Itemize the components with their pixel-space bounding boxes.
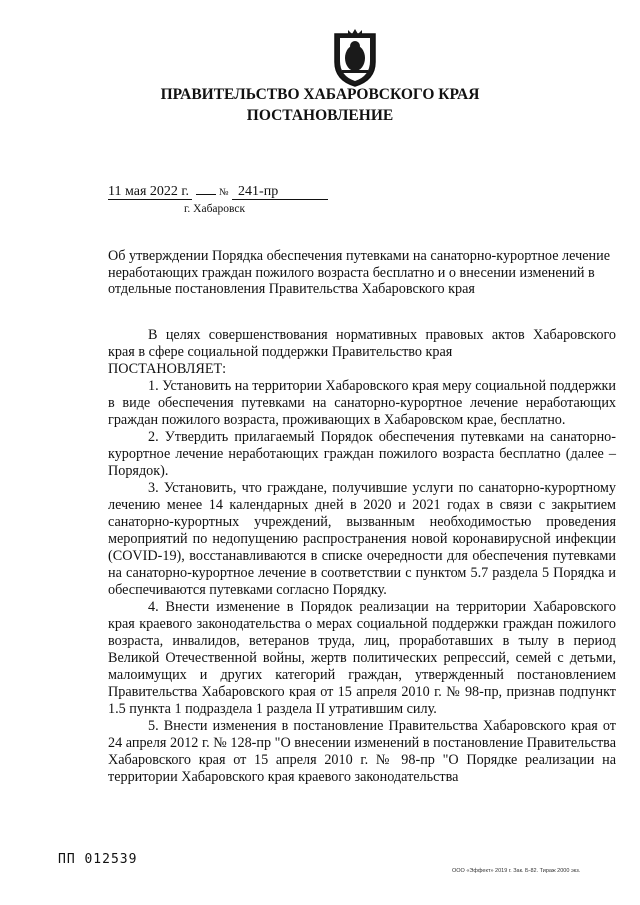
item-4-paragraph: 4. Внести изменение в Порядок реализации на территории Хабаровского края краевого законодательства о мерах социальной поддержки граждан пожилого возраста, инвалидов, ветеранов труда, лиц, проработавших в тылу в период Великой Отечественной войны, жертв политических репрессий, семей с детьми, малоимущих и других категорий граждан, утвержденный постановлением Правительства Хабаровского края от 15 апреля 2010 г. № 98-пр, признав подпункт 1.5 пункта 1 подраздела 1 раздела II утратившим силу. [108, 599, 616, 717]
item-5-paragraph: 5. Внести изменения в постановление Правительства Хабаровского края от 24 апреля 2012 г. № 128-пр "О внесении изменений в постановление Правительства Хабаровского края от 15 апреля 2010 г. № 98-пр "О Порядке реализации на территории Хабаровского края краевого законодательства [108, 718, 616, 785]
item-2-paragraph: 2. Утвердить прилагаемый Порядок обеспечения путевками на санаторно-курортное лечение неработающих граждан пожилого возраста бесплатно (далее – Порядок). [108, 429, 616, 479]
document-subject: Об утверждении Порядка обеспечения путевками на санаторно-курортное лечение неработающих граждан пожилого возраста бесплатно и о внесении изменений в отдельные постановления Правительства Хабаровского края [108, 248, 610, 297]
printer-imprint: ООО «Эффект» 2019 г. Зак. Б-82. Тираж 2000 экз. [452, 868, 581, 874]
item-3-paragraph: 3. Установить, что граждане, получившие услуги по санаторно-курортному лечению менее 14 календарных дней в 2020 и 2021 годах в связи с закрытием санаторно-курортных учреждений, вызванным необходимостью проведения мероприятий по недопущению распространения новой коронавирусной инфекции (COVID-19), восстанавливаются в списке очередности для обеспечения путевками на санаторно-курортное лечение в соответствии с пунктом 5.7 раздела 5 Порядка и обеспечиваются путевками согласно Порядку. [108, 480, 616, 598]
form-serial-code: ПП 012539 [58, 852, 138, 867]
number-sign: № [219, 187, 229, 198]
coat-of-arms-icon [330, 28, 380, 88]
date-number-line [108, 184, 328, 200]
document-body [108, 327, 616, 786]
document-date: 11 мая 2022 г. [108, 184, 192, 200]
city-label: г. Хабаровск [184, 203, 246, 215]
government-title: ПРАВИТЕЛЬСТВО ХАБАРОВСКОГО КРАЯ [160, 86, 480, 103]
document-number: 241-пр [232, 184, 328, 200]
preamble-paragraph: В целях совершенствования нормативных правовых актов Хабаровского края в сфере социальной поддержки Правительство края [108, 327, 616, 360]
item-1-paragraph: 1. Установить на территории Хабаровского края меру социальной поддержки в виде обеспечения путевками на санаторно-курортное лечение неработающих граждан пожилого возраста, проживающих в Хабаровском крае, бесплатно. [108, 378, 616, 428]
document-type-title: ПОСТАНОВЛЕНИЕ [246, 107, 394, 124]
resolves-heading: ПОСТАНОВЛЯЕТ: [108, 361, 227, 377]
